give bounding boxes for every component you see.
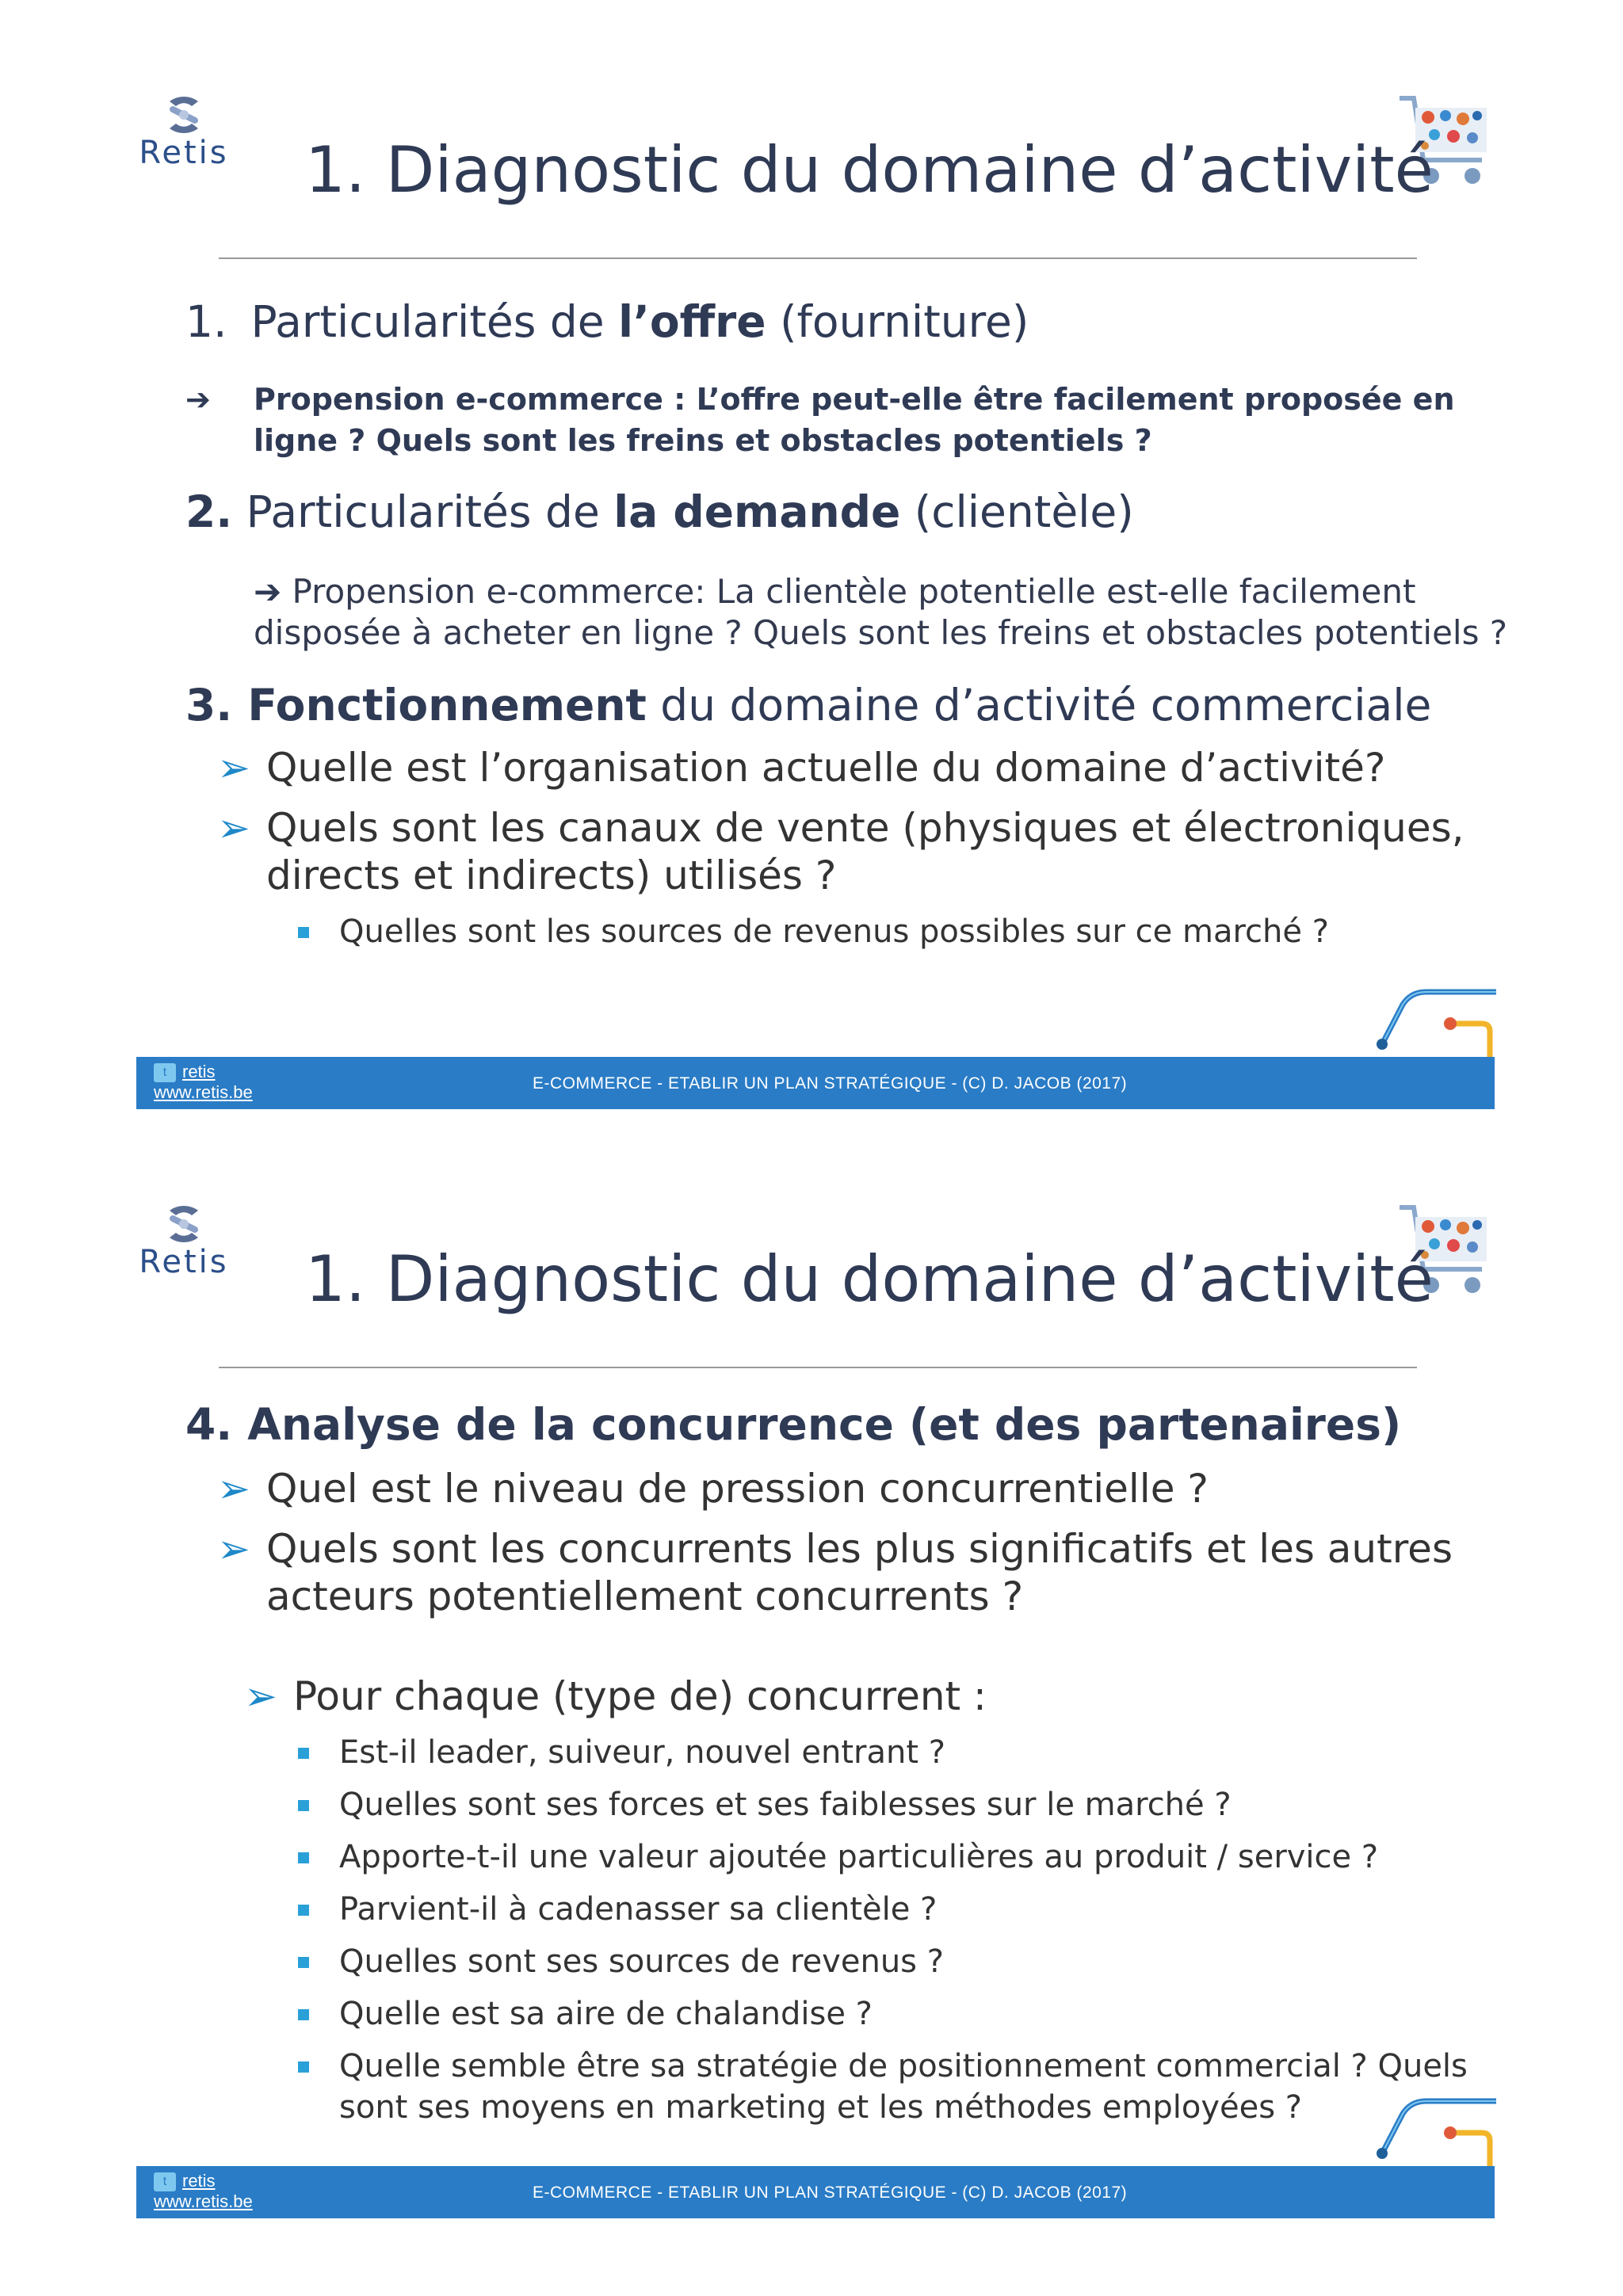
slide-1 <box>0 0 1623 1109</box>
section-1-number: 1. <box>185 296 227 347</box>
square-bullet-icon <box>298 1905 309 1916</box>
section-3-bullet-1: Quelle est l’organisation actuelle du domaine d’activité? <box>266 745 1386 791</box>
twitter-link[interactable]: retis <box>182 2171 216 2191</box>
arrow-icon: ➔ <box>254 572 282 611</box>
section-3-heading <box>185 680 1431 730</box>
retis-logo <box>136 95 231 171</box>
footer-left <box>154 1062 253 1102</box>
section-3-bullet-2-line-2: directs et indirects) utilisés ? <box>266 852 837 898</box>
square-bullet-icon <box>298 1852 309 1863</box>
footer-credit: E-COMMERCE - ETABLIR UN PLAN STRATÉGIQUE - (C) D. JACOB (2017) <box>533 1074 1128 1093</box>
footer-left <box>154 2171 253 2211</box>
retis-logo-icon <box>162 1204 206 1244</box>
list-item: Apporte-t-il une valeur ajoutée particulières au produit / service ? <box>339 1839 1379 1875</box>
list-item-continuation: sont ses moyens en marketing et les méthodes employées ? <box>339 2089 1303 2126</box>
section-4-bullet-2-line-1: Quels sont les concurrents les plus significatifs et les autres <box>266 1526 1453 1572</box>
square-bullet-icon <box>298 1800 309 1811</box>
square-bullet-icon <box>298 1748 309 1759</box>
list-item: Quelle semble être sa stratégie de positionnement commercial ? Quels <box>339 2048 1468 2084</box>
section-3-number: 3. <box>185 680 248 730</box>
square-bullet-icon <box>298 2061 309 2073</box>
retis-logo <box>136 1204 231 1280</box>
title-divider <box>219 257 1417 259</box>
footer-bar <box>136 1057 1495 1109</box>
section-3-bullet-2-line-1: Quels sont les canaux de vente (physiques et électroniques, <box>266 805 1465 851</box>
website-link[interactable]: www.retis.be <box>154 2191 253 2212</box>
section-4-bullet-2-line-2: acteurs potentiellement concurrents ? <box>266 1573 1024 1619</box>
section-2-heading <box>185 486 1134 537</box>
website-link[interactable]: www.retis.be <box>154 1082 253 1103</box>
section-2-question-line-1 <box>254 572 1415 611</box>
slide-2 <box>0 1109 1623 2218</box>
footer-bar <box>136 2166 1495 2218</box>
section-1-pre: Particularités de <box>250 296 619 347</box>
section-2-post: (clientèle) <box>900 486 1134 537</box>
section-2-number: 2. <box>185 486 233 537</box>
list-item: Parvient-il à cadenasser sa clientèle ? <box>339 1891 938 1928</box>
section-3-bold: Fonctionnement <box>247 680 647 730</box>
section-2-question-text: Propension e-commerce: La clientèle potentielle est-elle facilement <box>281 572 1416 611</box>
list-item: Quelles sont ses sources de revenus ? <box>339 1943 944 1980</box>
logo-text: Retis <box>139 135 229 171</box>
section-4-bullet-1: Quel est le niveau de pression concurrentielle ? <box>266 1466 1209 1512</box>
square-bullet-icon <box>298 1957 309 1968</box>
section-3-post: du domaine d’activité commerciale <box>646 680 1432 730</box>
section-2-pre: Particularités de <box>232 486 614 537</box>
section-1-question-line-1: Propension e-commerce : L’offre peut-elle être facilement proposée en <box>254 382 1455 417</box>
section-2-question-line-2: disposée à acheter en ligne ? Quels sont les freins et obstacles potentiels ? <box>254 613 1508 652</box>
square-bullet-icon <box>298 927 309 938</box>
list-item: Est-il leader, suiveur, nouvel entrant ? <box>339 1734 945 1771</box>
square-bullet-icon <box>298 2009 309 2020</box>
list-item: Quelle est sa aire de chalandise ? <box>339 1996 873 2032</box>
slide-title: 1. Diagnostic du domaine d’activité <box>305 1242 1434 1316</box>
section-3-sub-bullet: Quelles sont les sources de revenus possibles sur ce marché ? <box>339 913 1329 950</box>
section-4-bullet-3: Pour chaque (type de) concurrent : <box>293 1673 987 1719</box>
triangle-bullet-icon: ➢ <box>217 1466 250 1512</box>
arrow-icon: ➔ <box>185 382 211 417</box>
title-divider <box>219 1367 1417 1368</box>
logo-text: Retis <box>139 1244 229 1280</box>
section-1-post: (fourniture) <box>766 296 1029 347</box>
retis-logo-icon <box>162 95 206 135</box>
section-1-question-line-2: ligne ? Quels sont les freins et obstacles potentiels ? <box>254 423 1152 458</box>
section-1-heading <box>185 296 1029 347</box>
triangle-bullet-icon: ➢ <box>217 1526 250 1572</box>
twitter-icon: t <box>154 2172 176 2191</box>
triangle-bullet-icon: ➢ <box>217 805 250 851</box>
section-2-bold: la demande <box>613 486 901 537</box>
twitter-link[interactable]: retis <box>182 1062 216 1081</box>
section-4-heading: 4. Analyse de la concurrence (et des partenaires) <box>185 1399 1402 1450</box>
footer-credit: E-COMMERCE - ETABLIR UN PLAN STRATÉGIQUE - (C) D. JACOB (2017) <box>533 2183 1128 2202</box>
triangle-bullet-icon: ➢ <box>217 745 250 791</box>
twitter-icon: t <box>154 1063 176 1082</box>
list-item: Quelles sont ses forces et ses faiblesses sur le marché ? <box>339 1787 1232 1823</box>
slide-title: 1. Diagnostic du domaine d’activité <box>305 133 1434 207</box>
section-1-bold: l’offre <box>618 296 766 347</box>
triangle-bullet-icon: ➢ <box>244 1673 277 1719</box>
